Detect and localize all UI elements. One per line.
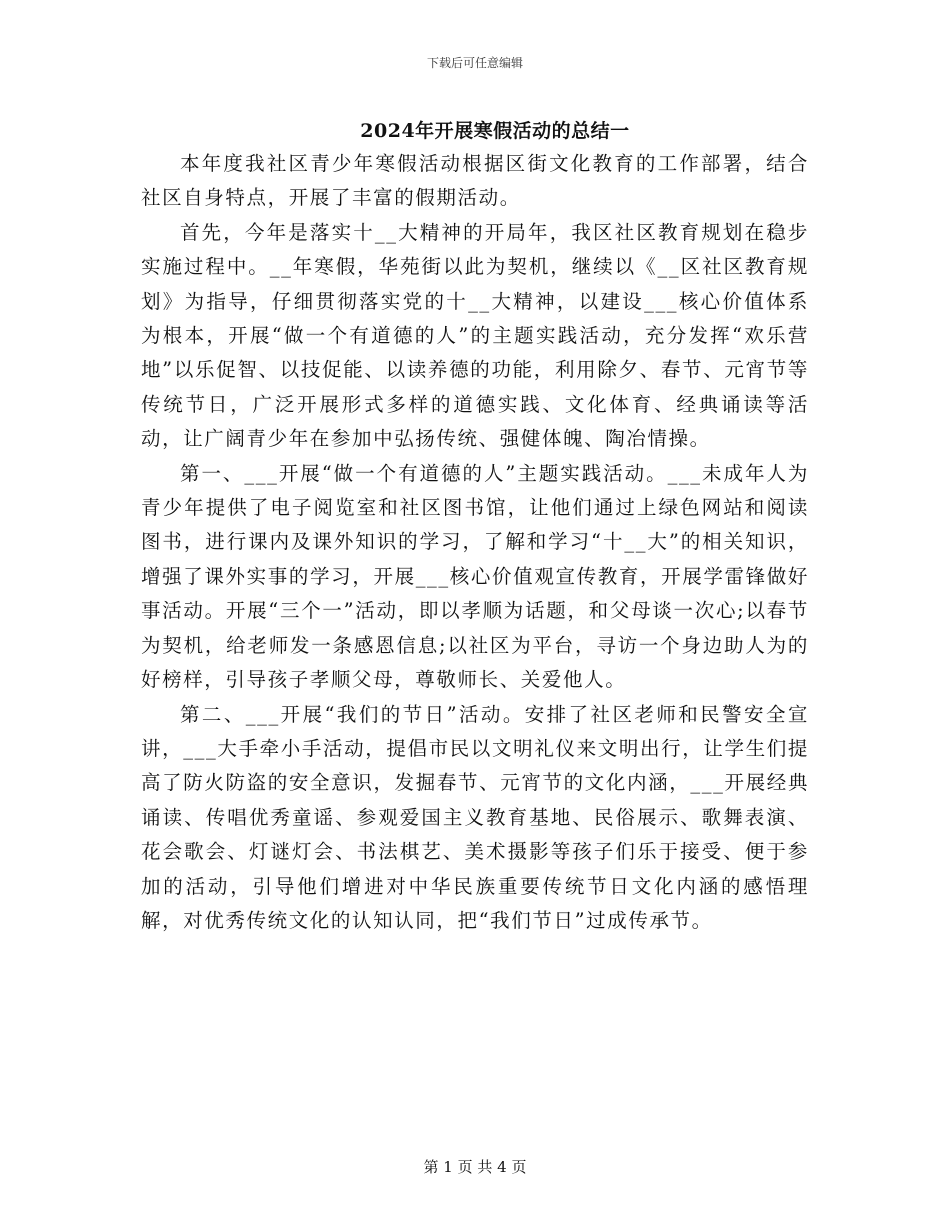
paragraph-first: 首先，今年是落实十__大精神的开局年，我区社区教育规划在稳步实施过程中。__年寒假，华苑街以此为契机，继续以《__区社区教育规划》为指导，仔细贯彻落实党的十__大精神，以建设___核心价值体系为根本，开展“做一个有道德的人”的主题实践活动，充分发挥“欢乐营地”以乐促智、以技促能、以读养德的功能，利用除夕、春节、元宵节等传统节日，广泛开展形式多样的道德实践、文化体育、经典诵读等活动，让广阔青少年在参加中弘扬传统、强健体魄、陶冶情操。 xyxy=(141,220,809,451)
paragraph-intro: 本年度我社区青少年寒假活动根据区街文化教育的工作部署，结合社区自身特点，开展了丰富的假期活动。 xyxy=(141,152,809,210)
page-number-footer: 第 1 页 共 4 页 xyxy=(423,1158,527,1176)
paragraph-item-two: 第二、___开展“我们的节日”活动。安排了社区老师和民警安全宣讲，___大手牵小手活动，提倡市民以文明礼仪来文明出行，让学生们提高了防火防盗的安全意识，发掘春节、元宵节的文化内涵，___开展经典诵读、传唱优秀童谣、参观爱国主义教育基地、民俗展示、歌舞表演、花会歌会、灯谜灯会、书法棋艺、美术摄影等孩子们乐于接受、便于参加的活动，引导他们增进对中华民族重要传统节日文化内涵的感悟理解，对优秀传统文化的认知认同，把“我们节日”过成传承节。 xyxy=(141,702,809,932)
header-note: 下载后可任意编辑 xyxy=(426,56,523,70)
paragraph-item-one: 第一、___开展“做一个有道德的人”主题实践活动。___未成年人为青少年提供了电子阅览室和社区图书馆，让他们通过上绿色网站和阅读图书，进行课内及课外知识的学习，了解和学习“十__大”的相关知识，增强了课外实事的学习，开展___核心价值观宣传教育，开展学雷锋做好事活动。开展“三个一”活动，即以孝顺为话题，和父母谈一次心;以春节为契机，给老师发一条感恩信息;以社区为平台，寻访一个身边助人为的好榜样，引导孩子孝顺父母，尊敬师长、关爱他人。 xyxy=(141,461,809,692)
document-body xyxy=(141,147,809,938)
document-title: 2024年开展寒假活动的总结一 xyxy=(360,120,630,142)
